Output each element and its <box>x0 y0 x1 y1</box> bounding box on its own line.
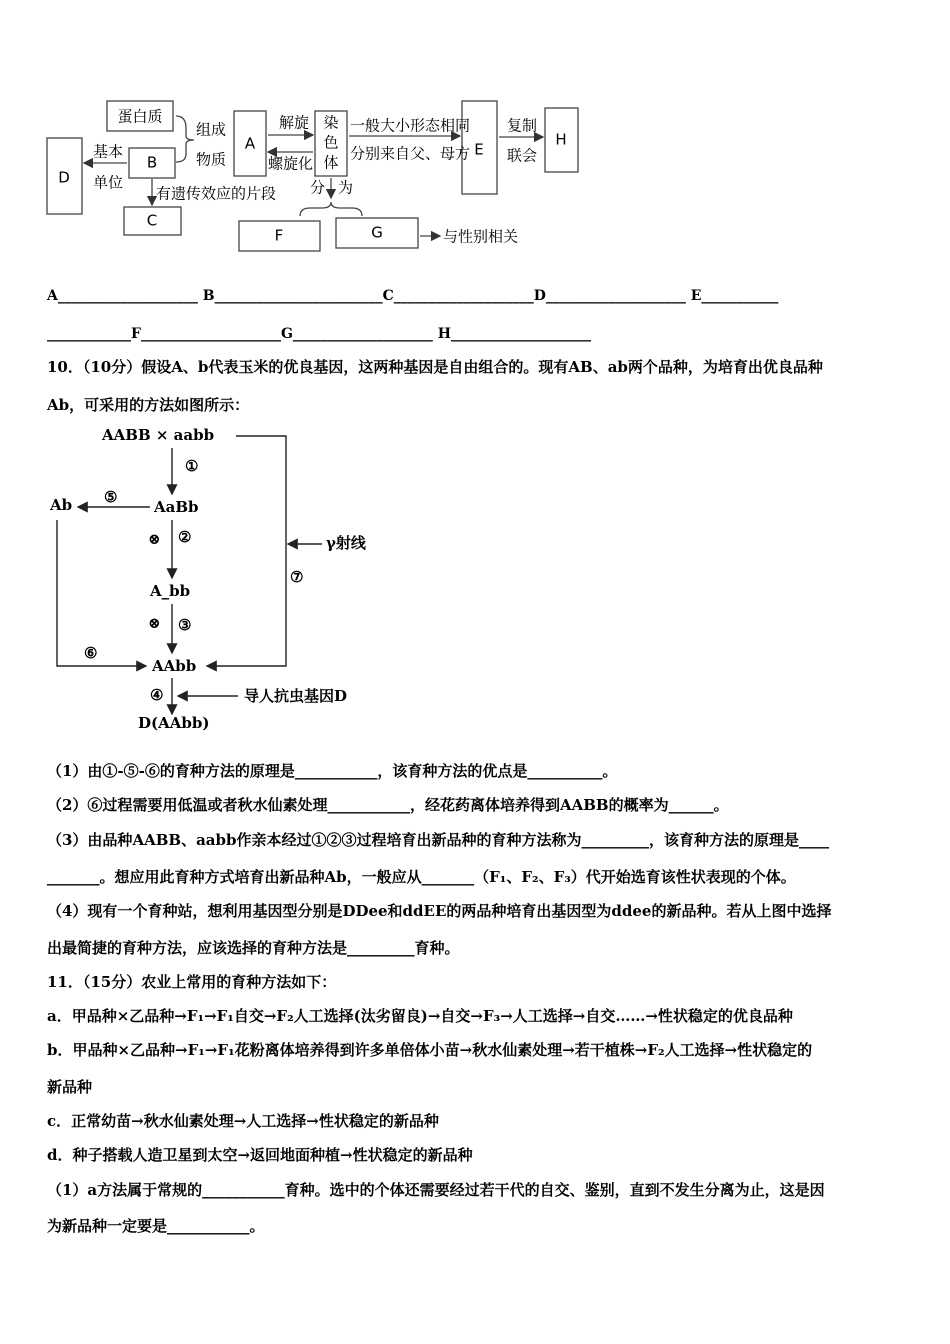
import-gene-label: 导人抗虫基因D <box>244 687 348 705</box>
product-Ab: Ab <box>50 496 73 514</box>
q10-part3-line1: （3）由品种AABB、aabb作亲本经过①②③过程培育出新品种的育种方法称为_________，该育种方法的原理是____ <box>47 831 829 849</box>
q11-part1-line2: 为新品种一定要是___________。 <box>47 1217 265 1235</box>
answer-row-2: ____________F____________________G____________________ H____________________ <box>47 326 591 342</box>
q10-part3-line2: _______。想应用此育种方式培育出新品种Ab，一般应从_______（F₁、F₂、F₃）代开始选育该性状表现的个体。 <box>47 868 796 886</box>
result-DAAbb: D(AAbb) <box>138 714 210 732</box>
F-label: F <box>274 226 284 245</box>
compose-label: 组成 <box>196 120 227 139</box>
q11-method-b-line1: b．甲品种×乙品种→F₁→F₁花粉离体培养得到许多单倍体小苗→秋水仙素处理→若干植株→F₂人工选择→性状稳定的 <box>47 1041 813 1059</box>
q10-part2: （2）⑥过程需要用低温或者秋水仙素处理___________，经花药离体培养得到AABB的概率为______。 <box>47 796 729 814</box>
substance-label: 物质 <box>196 150 227 169</box>
q11-intro: 11．（15分）农业上常用的育种方法如下： <box>47 973 337 991</box>
q10-part1: （1）由①-⑤-⑥的育种方法的原理是___________，该育种方法的优点是__________。 <box>47 762 618 780</box>
step-5: ⑤ <box>104 488 118 506</box>
step-4: ④ <box>150 686 164 704</box>
step-6: ⑥ <box>84 644 98 662</box>
q10-intro-line2: Ab，可采用的方法如图所示： <box>47 396 250 414</box>
chromosome-char2: 色 <box>323 133 339 152</box>
spiral-label: 螺旋化 <box>268 154 314 173</box>
C-label: C <box>146 211 158 230</box>
step-7: ⑦ <box>290 568 304 586</box>
H-label: H <box>555 130 567 149</box>
basic-label: 基本 <box>93 142 124 161</box>
q11-method-b-line2: 新品种 <box>47 1078 93 1096</box>
q11-method-d: d．种子搭载人造卫星到太空→返回地面种植→性状稳定的新品种 <box>47 1146 473 1164</box>
q11-part1-line1: （1）a方法属于常规的___________育种。选中的个体还需要经过若干代的自交、鉴别，直到不发生分离为止，这是因 <box>47 1181 825 1199</box>
divide-char2: 为 <box>338 178 354 197</box>
step-2: ② <box>178 528 192 546</box>
q10-part4-line2: 出最简捷的育种方法，应该选择的育种方法是_________育种。 <box>47 939 460 957</box>
answer-row-1: A____________________ B________________________C____________________D____________________ E___________ <box>47 288 779 304</box>
q11-method-a: a．甲品种×乙品种→F₁→F₁自交→F₂人工选择(汰劣留良)→自交→F₃→人工选择→自交……→性状稳定的优良品种 <box>47 1007 793 1025</box>
D-label: D <box>58 168 70 187</box>
genotype-A-bb: A_bb <box>150 582 191 600</box>
genotype-AAbb: AAbb <box>152 657 197 675</box>
genetic-segment-label: 有遗传效应的片段 <box>156 184 277 203</box>
q11-method-c: c．正常幼苗→秋水仙素处理→人工选择→性状稳定的新品种 <box>47 1112 439 1130</box>
link-label: 联会 <box>507 146 538 165</box>
self-cross-1: ⊗ <box>148 530 161 548</box>
E-label: E <box>474 140 484 159</box>
chromosome-char3: 体 <box>323 153 339 172</box>
divide-char1: 分 <box>310 178 326 197</box>
gamma-ray-label: γ射线 <box>326 534 366 552</box>
G-label: G <box>371 223 383 242</box>
B-label: B <box>146 153 158 172</box>
A-label: A <box>244 134 256 153</box>
f1-AaBb: AaBb <box>154 498 199 516</box>
unit-label: 单位 <box>93 173 124 192</box>
unwind-label: 解旋 <box>279 113 310 132</box>
same-shape-label: 一般大小形态相同 <box>350 116 471 135</box>
sex-related-label: 与性别相关 <box>443 227 519 246</box>
copy-label: 复制 <box>507 116 538 135</box>
parents-cross: AABB × aabb <box>102 426 215 444</box>
breeding-flowchart <box>0 420 420 740</box>
self-cross-2: ⊗ <box>148 614 161 632</box>
q10-intro-line1: 10．（10分）假设A、b代表玉米的优良基因，这两种基因是自由组合的。现有AB、ab两个品种，为培育出优良品种 <box>47 358 823 376</box>
chromosome-char1: 染 <box>323 113 339 132</box>
parents-label: 分别来自父、母方 <box>350 144 471 163</box>
concept-map-diagram <box>0 90 600 260</box>
protein-label: 蛋白质 <box>117 107 163 126</box>
step-3: ③ <box>178 616 192 634</box>
q10-part4-line1: （4）现有一个育种站，想利用基因型分别是DDee和ddEE的两品种培育出基因型为ddee的新品种。若从上图中选择 <box>47 902 832 920</box>
step-1: ① <box>185 457 199 475</box>
